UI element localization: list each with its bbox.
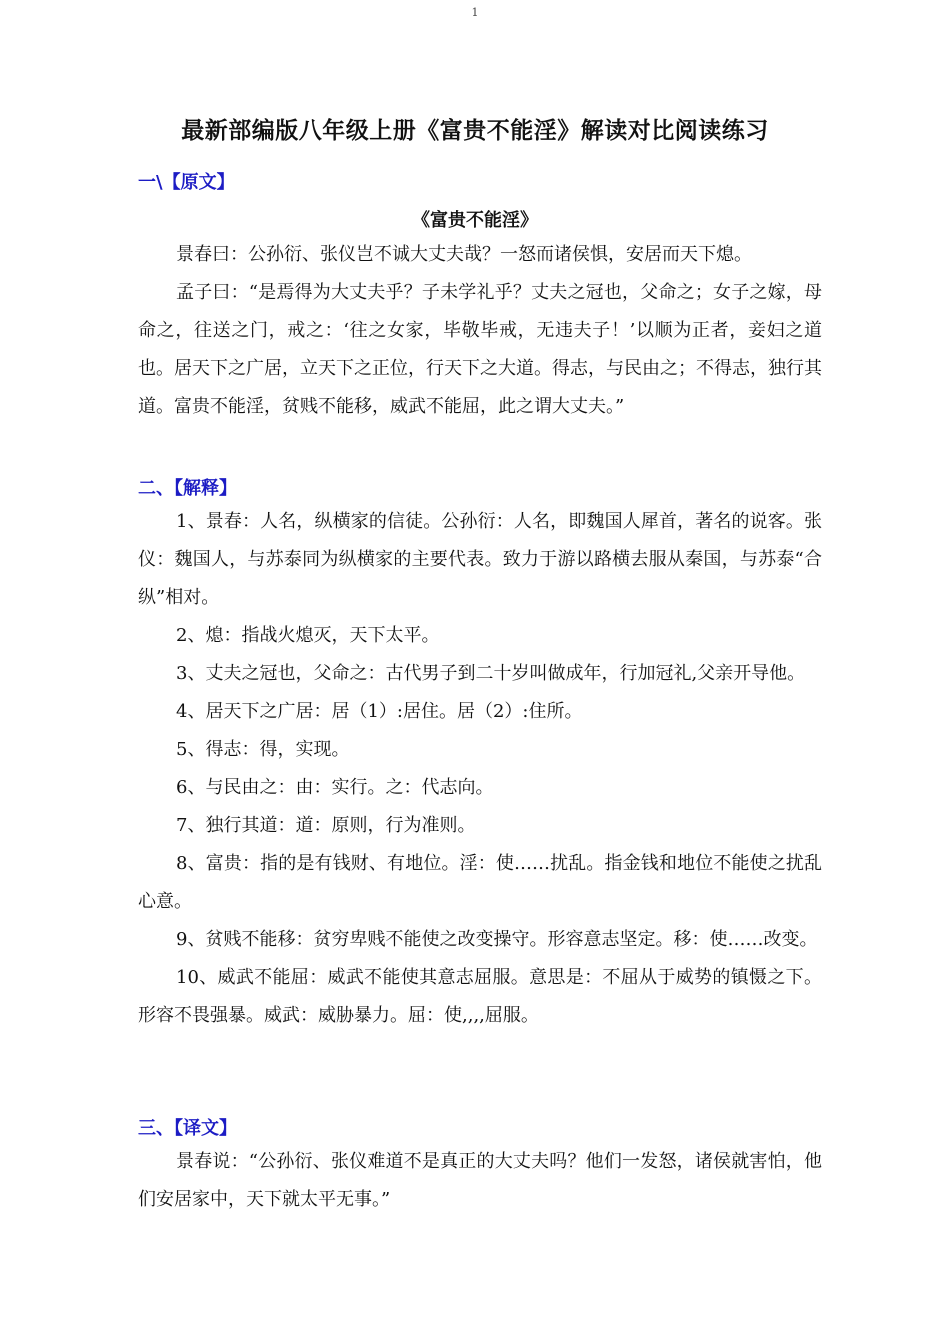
translation-text-block	[138, 1143, 822, 1219]
page-number: 1	[471, 6, 479, 19]
note-item: 10、威武不能屈：威武不能使其意志屈服。意思是：不屈从于威势的镇慑之下。形容不畏强暴。威武：威胁暴力。屈：使,,,,屈服。	[138, 967, 822, 1026]
note-item: 8、富贵：指的是有钱财、有地位。淫：使……扰乱。指金钱和地位不能使之扰乱心意。	[138, 853, 822, 912]
section-heading-notes: 二、【解释】	[138, 478, 237, 499]
poem-title: 《富贵不能淫》	[412, 210, 538, 231]
note-item: 5、得志：得，实现。	[176, 739, 350, 760]
note-item: 4、居天下之广居：居（1）:居住。居（2）:住所。	[176, 701, 583, 722]
document-title: 最新部编版八年级上册《富贵不能淫》解读对比阅读练习	[181, 118, 769, 144]
original-paragraph: 景春曰：公孙衍、张仪岂不诚大丈夫哉？一怒而诸侯惧，安居而天下熄。	[176, 244, 752, 265]
section-heading-translation: 三、【译文】	[138, 1118, 237, 1139]
section-heading-original: 一\【原文】	[138, 172, 235, 193]
note-item: 1、景春：人名，纵横家的信徒。公孙衍：人名，即魏国人犀首，著名的说客。张仪：魏国人，与苏泰同为纵横家的主要代表。致力于游以路横去服从秦国，与苏泰“合纵”相对。	[138, 511, 822, 608]
note-item: 6、与民由之：由：实行。之：代志向。	[176, 777, 494, 798]
original-paragraph: 孟子曰：“是焉得为大丈夫乎？子未学礼乎？丈夫之冠也，父命之；女子之嫁，母命之，往送之门，戒之：‘往之女家，毕敬毕戒，无违夫子！’以顺为正者，妾妇之道也。居天下之广居，立天下之正位，行天下之大道。得志，与民由之；不得志，独行其道。富贵不能淫，贫贱不能移，威武不能屈，此之谓大丈夫。”	[138, 282, 822, 417]
note-item: 2、熄：指战火熄灭，天下太平。	[176, 625, 440, 646]
note-item: 9、贫贱不能移：贫穷卑贱不能使之改变操守。形容意志坚定。移：使……改变。	[176, 929, 818, 950]
translation-paragraph: 景春说：“公孙衍、张仪难道不是真正的大丈夫吗？他们一发怒，诸侯就害怕，他们安居家中，天下就太平无事。”	[138, 1151, 822, 1210]
note-item: 3、丈夫之冠也，父命之：古代男子到二十岁叫做成年，行加冠礼,父亲开导他。	[176, 663, 806, 684]
note-item: 7、独行其道：道：原则，行为准则。	[176, 815, 476, 836]
original-text-block	[138, 236, 822, 426]
notes-list	[138, 503, 822, 1035]
